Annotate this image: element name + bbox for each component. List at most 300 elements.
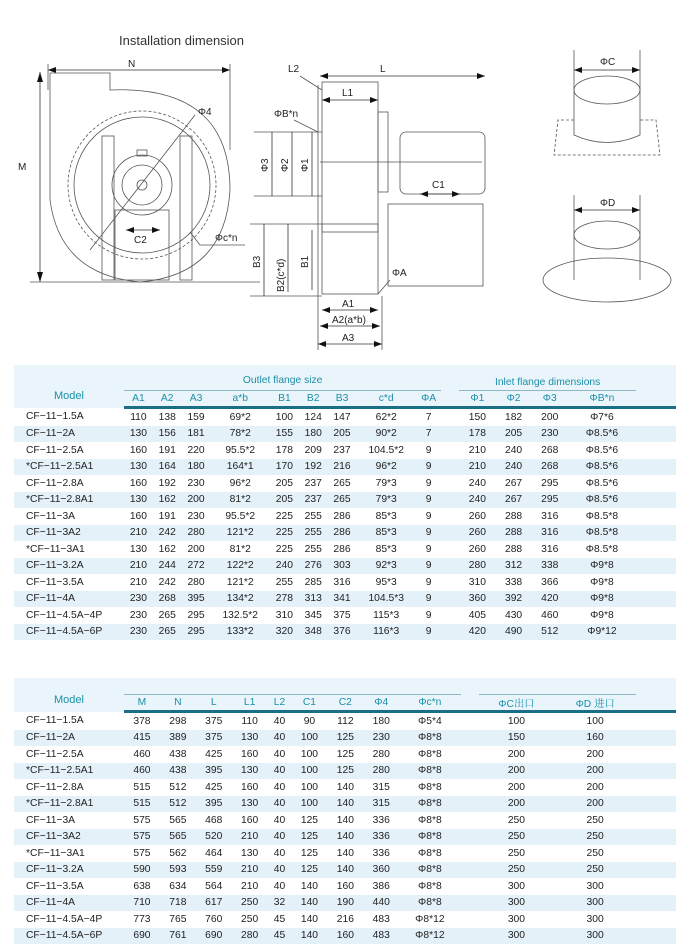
- column-gap: [461, 928, 479, 945]
- column-gap: [461, 695, 479, 712]
- model-cell: CF−11−4A: [26, 593, 76, 605]
- column-gap: [636, 746, 676, 763]
- value-cell: 483: [372, 930, 390, 942]
- value-cell: 85*3: [375, 543, 397, 555]
- label-C2: C2: [134, 235, 147, 246]
- value-cell: 9: [425, 593, 432, 605]
- column-header: ΦB*n: [568, 391, 636, 408]
- model-cell: *CF−11−2.8A1: [26, 798, 94, 810]
- value-cell: 338: [541, 560, 559, 572]
- column-header: Φc*n: [399, 695, 460, 712]
- value-cell: 40: [273, 847, 286, 859]
- value-cell: 280: [241, 930, 259, 942]
- value-cell: 617: [205, 897, 223, 909]
- value-cell: 338: [504, 576, 523, 588]
- value-cell: Φ9*8: [590, 593, 614, 605]
- value-cell: 181: [187, 428, 205, 440]
- value-cell: 575: [133, 847, 151, 859]
- value-cell: 295: [187, 626, 205, 638]
- column-gap: [636, 591, 676, 608]
- column-gap: [636, 365, 676, 391]
- column-header: C2: [327, 695, 363, 712]
- value-cell: Φ8.5*6: [585, 477, 619, 489]
- model-cell: CF−11−2.8A: [26, 477, 84, 489]
- column-gap: [461, 730, 479, 747]
- column-gap: [461, 712, 479, 730]
- value-cell: 130: [129, 494, 147, 506]
- value-cell: 295: [187, 609, 205, 621]
- model-cell: CF−11−3.2A: [26, 560, 84, 572]
- value-cell: 288: [504, 527, 523, 539]
- model-cell: CF−11−3A: [26, 814, 76, 826]
- value-cell: 389: [169, 732, 187, 744]
- value-cell: 360: [372, 864, 390, 876]
- value-cell: 460: [133, 765, 151, 777]
- value-cell: 140: [300, 913, 319, 925]
- value-cell: 140: [336, 847, 354, 859]
- value-cell: 250: [586, 864, 604, 876]
- value-cell: 760: [205, 913, 223, 925]
- column-gap: [636, 712, 676, 730]
- table-row: [14, 459, 676, 476]
- value-cell: Φ8*8: [418, 880, 442, 892]
- value-cell: 240: [504, 444, 523, 456]
- table-body: [14, 408, 676, 641]
- value-cell: 92*3: [375, 560, 397, 572]
- value-cell: 210: [468, 461, 486, 473]
- value-cell: Φ7*6: [590, 411, 614, 423]
- value-cell: 191: [158, 510, 176, 522]
- value-cell: 483: [372, 913, 390, 925]
- value-cell: 140: [336, 781, 354, 793]
- table-row: [14, 928, 676, 945]
- value-cell: 310: [275, 609, 293, 621]
- value-cell: 295: [541, 477, 559, 489]
- table-row: [14, 541, 676, 558]
- column-header: L: [196, 695, 232, 712]
- value-cell: Φ9*8: [590, 560, 614, 572]
- value-cell: 116*3: [373, 626, 400, 638]
- outlet-collar-drawing: [550, 50, 670, 160]
- table-row: [14, 779, 676, 796]
- table-row: [14, 525, 676, 542]
- value-cell: 255: [275, 576, 293, 588]
- model-cell: CF−11−4.5A−6P: [26, 930, 103, 942]
- value-cell: 164: [158, 461, 176, 473]
- value-cell: 336: [372, 814, 390, 826]
- value-cell: 9: [425, 477, 432, 489]
- model-cell: CF−11−3.2A: [26, 864, 84, 876]
- value-cell: 40: [273, 864, 286, 876]
- column-gap: [636, 574, 676, 591]
- value-cell: 130: [241, 798, 259, 810]
- value-cell: 40: [273, 831, 286, 843]
- column-header: C1: [292, 695, 328, 712]
- label-L1: L1: [342, 88, 354, 99]
- column-header: N: [160, 695, 196, 712]
- value-cell: 280: [468, 560, 486, 572]
- value-cell: 122*2: [226, 560, 254, 572]
- column-gap: [636, 763, 676, 780]
- value-cell: 240: [504, 461, 523, 473]
- value-cell: 140: [300, 930, 319, 942]
- value-cell: 160: [129, 510, 147, 522]
- value-cell: Φ8.5*8: [585, 510, 619, 522]
- value-cell: 285: [304, 576, 322, 588]
- value-cell: 134*2: [226, 593, 254, 605]
- value-cell: 9: [425, 494, 432, 506]
- value-cell: 140: [300, 880, 319, 892]
- value-cell: 95.5*2: [225, 444, 256, 456]
- value-cell: 366: [541, 576, 559, 588]
- value-cell: 125: [300, 847, 319, 859]
- value-cell: 78*2: [229, 428, 251, 440]
- value-cell: 9: [425, 444, 432, 456]
- column-header: A1: [124, 391, 153, 408]
- value-cell: 140: [336, 814, 354, 826]
- column-gap: [461, 862, 479, 879]
- value-cell: 420: [541, 593, 559, 605]
- value-cell: 160: [336, 880, 354, 892]
- value-cell: 250: [507, 864, 526, 876]
- value-cell: 300: [507, 913, 526, 925]
- value-cell: 32: [273, 897, 286, 909]
- model-cell: CF−11−2.5A: [26, 748, 84, 760]
- value-cell: 240: [275, 560, 293, 572]
- value-cell: 210: [241, 880, 259, 892]
- table-row: [14, 862, 676, 879]
- column-gap: [636, 508, 676, 525]
- value-cell: 147: [333, 411, 351, 423]
- value-cell: 133*2: [226, 626, 254, 638]
- value-cell: 95.5*2: [225, 510, 256, 522]
- value-cell: 40: [273, 732, 286, 744]
- table-row: [14, 812, 676, 829]
- value-cell: 104.5*3: [368, 593, 404, 605]
- value-cell: 375: [205, 715, 223, 727]
- column-gap: [441, 607, 459, 624]
- value-cell: 100: [586, 715, 604, 727]
- value-cell: Φ8.5*8: [585, 527, 619, 539]
- column-gap: [461, 911, 479, 928]
- value-cell: 286: [333, 543, 351, 555]
- value-cell: 45: [273, 913, 286, 925]
- value-cell: 200: [187, 543, 205, 555]
- model-cell: CF−11−3.5A: [26, 576, 84, 588]
- table-row: [14, 408, 676, 426]
- value-cell: 268: [541, 461, 559, 473]
- value-cell: 200: [507, 748, 526, 760]
- model-cell: *CF−11−3A1: [26, 543, 85, 555]
- column-gap: [461, 845, 479, 862]
- value-cell: 300: [586, 880, 604, 892]
- value-cell: 40: [273, 765, 286, 777]
- table-row: [14, 878, 676, 895]
- value-cell: 9: [425, 461, 432, 473]
- value-cell: 130: [241, 847, 259, 859]
- model-cell: CF−11−3.5A: [26, 880, 84, 892]
- value-cell: 170: [275, 461, 293, 473]
- value-cell: 140: [336, 798, 354, 810]
- value-cell: 230: [187, 477, 205, 489]
- value-cell: 160: [586, 732, 604, 744]
- value-cell: 303: [333, 560, 351, 572]
- value-cell: 265: [158, 609, 176, 621]
- table-row: [14, 829, 676, 846]
- value-cell: 286: [333, 527, 351, 539]
- value-cell: 160: [129, 477, 147, 489]
- value-cell: 90*2: [375, 428, 397, 440]
- model-cell: CF−11−3A2: [26, 831, 81, 843]
- column-gap: [461, 812, 479, 829]
- column-gap: [636, 862, 676, 879]
- column-gap: [461, 746, 479, 763]
- model-cell: CF−11−3A2: [26, 527, 81, 539]
- column-gap: [441, 508, 459, 525]
- value-cell: 164*1: [226, 461, 254, 473]
- table-row: [14, 712, 676, 730]
- column-gap: [461, 779, 479, 796]
- value-cell: 180: [372, 715, 390, 727]
- value-cell: 438: [169, 748, 187, 760]
- value-cell: 375: [205, 732, 223, 744]
- value-cell: 100: [300, 765, 319, 777]
- value-cell: 216: [336, 913, 354, 925]
- column-header: Φ1: [459, 391, 495, 408]
- value-cell: 112: [337, 715, 354, 727]
- value-cell: 160: [241, 814, 259, 826]
- table-row: [14, 558, 676, 575]
- value-cell: 81*2: [229, 494, 251, 506]
- value-cell: Φ8*8: [418, 732, 442, 744]
- value-cell: 230: [541, 428, 559, 440]
- table-row: [14, 475, 676, 492]
- value-cell: 260: [468, 543, 486, 555]
- value-cell: 265: [158, 626, 176, 638]
- value-cell: 313: [304, 593, 322, 605]
- column-gap: [441, 525, 459, 542]
- value-cell: 230: [372, 732, 390, 744]
- column-gap: [636, 678, 676, 695]
- value-cell: 276: [304, 560, 322, 572]
- value-cell: 40: [273, 715, 286, 727]
- value-cell: 440: [372, 897, 390, 909]
- table-row: [14, 796, 676, 813]
- value-cell: 265: [333, 494, 351, 506]
- value-cell: 250: [507, 814, 526, 826]
- value-cell: 150: [468, 411, 486, 423]
- value-cell: 125: [300, 814, 319, 826]
- value-cell: 162: [158, 494, 176, 506]
- value-cell: 565: [169, 831, 187, 843]
- value-cell: 210: [129, 560, 147, 572]
- value-cell: 69*2: [229, 411, 251, 423]
- value-cell: 515: [133, 798, 151, 810]
- column-gap: [636, 911, 676, 928]
- value-cell: 40: [273, 748, 286, 760]
- value-cell: 180: [304, 428, 322, 440]
- column-gap: [441, 541, 459, 558]
- table-row: [14, 508, 676, 525]
- column-header: Φ3: [532, 391, 568, 408]
- model-cell: *CF−11−2.8A1: [26, 494, 94, 506]
- value-cell: 40: [273, 814, 286, 826]
- value-cell: 182: [504, 411, 523, 423]
- value-cell: 395: [187, 593, 205, 605]
- model-cell: CF−11−2A: [26, 428, 76, 440]
- value-cell: 210: [241, 831, 259, 843]
- value-cell: 300: [586, 913, 604, 925]
- value-cell: 242: [158, 576, 176, 588]
- column-gap: [461, 878, 479, 895]
- label-phic-n: Φc*n: [215, 233, 238, 244]
- value-cell: 438: [169, 765, 187, 777]
- value-cell: 300: [507, 880, 526, 892]
- value-cell: Φ8*8: [418, 864, 442, 876]
- value-cell: 278: [275, 593, 293, 605]
- column-gap: [461, 763, 479, 780]
- value-cell: 386: [372, 880, 390, 892]
- value-cell: 121*2: [226, 527, 254, 539]
- column-gap: [636, 475, 676, 492]
- value-cell: 205: [333, 428, 351, 440]
- value-cell: 9: [425, 626, 432, 638]
- column-header: A2: [153, 391, 182, 408]
- value-cell: 244: [158, 560, 176, 572]
- column-gap: [636, 895, 676, 912]
- value-cell: 210: [468, 444, 486, 456]
- column-gap: [441, 391, 459, 408]
- side-view-drawing: [250, 60, 500, 350]
- value-cell: 178: [468, 428, 486, 440]
- value-cell: 237: [333, 444, 351, 456]
- value-cell: 765: [169, 913, 187, 925]
- value-cell: 100: [300, 781, 319, 793]
- value-cell: 205: [504, 428, 523, 440]
- value-cell: 395: [205, 798, 223, 810]
- value-cell: 200: [187, 494, 205, 506]
- value-cell: 250: [241, 897, 259, 909]
- value-cell: 237: [304, 494, 322, 506]
- value-cell: 9: [425, 609, 432, 621]
- page-title: Installation dimension: [119, 33, 245, 48]
- column-header: B2: [299, 391, 328, 408]
- value-cell: 460: [133, 748, 151, 760]
- value-cell: 200: [507, 798, 526, 810]
- value-cell: 315: [372, 781, 390, 793]
- value-cell: 316: [541, 510, 559, 522]
- column-gap: [636, 878, 676, 895]
- value-cell: 341: [333, 593, 351, 605]
- value-cell: 240: [468, 494, 486, 506]
- value-cell: 155: [275, 428, 293, 440]
- value-cell: Φ8*8: [418, 847, 442, 859]
- value-cell: 200: [586, 781, 604, 793]
- table-row: [14, 895, 676, 912]
- value-cell: 430: [504, 609, 523, 621]
- value-cell: 7: [425, 411, 432, 423]
- value-cell: 260: [468, 510, 486, 522]
- column-gap: [461, 895, 479, 912]
- model-cell: *CF−11−2.5A1: [26, 461, 94, 473]
- column-gap: [461, 796, 479, 813]
- value-cell: Φ8*8: [418, 748, 442, 760]
- column-gap: [636, 829, 676, 846]
- table-row: [14, 624, 676, 641]
- value-cell: 520: [205, 831, 223, 843]
- value-cell: 200: [507, 781, 526, 793]
- value-cell: 690: [133, 930, 151, 942]
- value-cell: 272: [187, 560, 205, 572]
- value-cell: Φ8.5*6: [585, 444, 619, 456]
- column-header: B3: [328, 391, 357, 408]
- value-cell: 100: [300, 732, 319, 744]
- value-cell: 200: [507, 765, 526, 777]
- value-cell: 9: [425, 560, 432, 572]
- value-cell: 125: [336, 748, 354, 760]
- value-cell: 95*3: [375, 576, 397, 588]
- value-cell: 130: [241, 732, 259, 744]
- table-row: [14, 442, 676, 459]
- value-cell: 7: [425, 428, 432, 440]
- value-cell: 210: [129, 576, 147, 588]
- value-cell: 125: [336, 732, 354, 744]
- value-cell: 268: [541, 444, 559, 456]
- value-cell: 286: [333, 510, 351, 522]
- label-phi1: Φ1: [300, 158, 311, 172]
- value-cell: 225: [275, 527, 293, 539]
- value-cell: 110: [130, 411, 147, 423]
- model-cell: *CF−11−3A1: [26, 847, 85, 859]
- column-header: ΦD 进口: [554, 695, 636, 712]
- value-cell: 267: [504, 494, 523, 506]
- value-cell: 110: [241, 715, 258, 727]
- value-cell: 295: [541, 494, 559, 506]
- column-header: A3: [182, 391, 211, 408]
- column-gap: [441, 558, 459, 575]
- value-cell: 138: [158, 411, 176, 423]
- table-row: [14, 607, 676, 624]
- table-row: [14, 574, 676, 591]
- value-cell: 40: [273, 798, 286, 810]
- value-cell: 230: [187, 510, 205, 522]
- label-phiD: ΦD: [600, 198, 616, 209]
- value-cell: 345: [304, 609, 322, 621]
- value-cell: 564: [205, 880, 223, 892]
- value-cell: 288: [504, 543, 523, 555]
- value-cell: 191: [158, 444, 176, 456]
- value-cell: 773: [133, 913, 151, 925]
- label-B1: B1: [300, 255, 311, 268]
- value-cell: 638: [133, 880, 151, 892]
- inlet-collar-drawing: [540, 195, 690, 305]
- value-cell: 210: [241, 864, 259, 876]
- value-cell: Φ5*4: [418, 715, 442, 727]
- column-gap: [636, 928, 676, 945]
- value-cell: Φ9*12: [587, 626, 617, 638]
- group-rule: [479, 678, 636, 695]
- value-cell: 62*2: [375, 411, 397, 423]
- value-cell: 761: [169, 930, 187, 942]
- value-cell: 250: [586, 847, 604, 859]
- table-row: [14, 492, 676, 509]
- label-phiB-n: ΦB*n: [274, 109, 299, 120]
- value-cell: 230: [129, 609, 147, 621]
- value-cell: Φ8*12: [415, 930, 445, 942]
- value-cell: 512: [541, 626, 559, 638]
- label-N: N: [128, 59, 136, 70]
- label-A2: A2(a*b): [332, 315, 366, 326]
